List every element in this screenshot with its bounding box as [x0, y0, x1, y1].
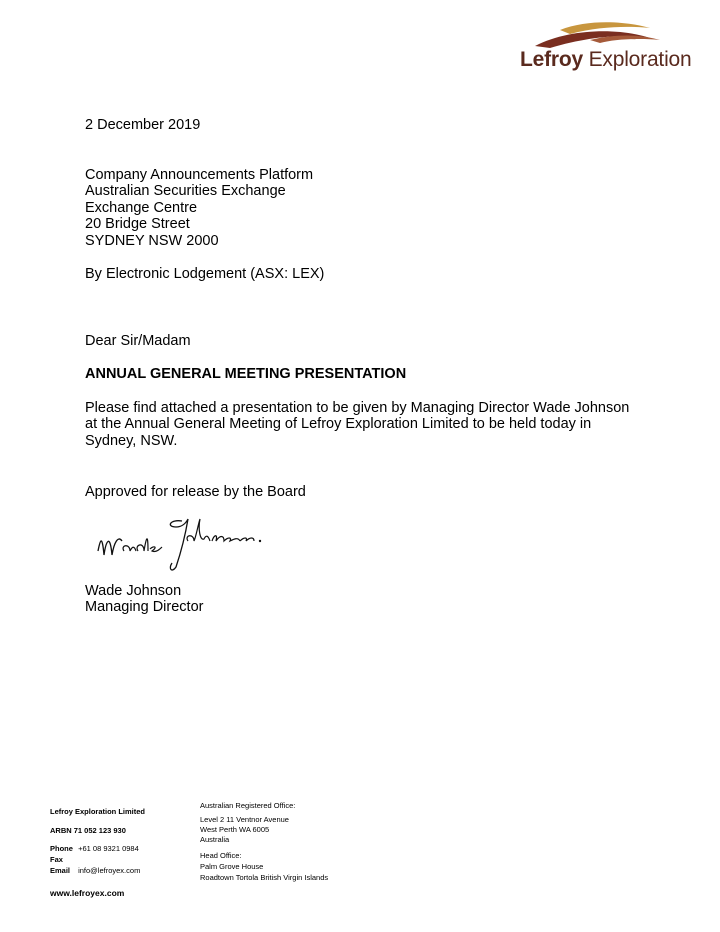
footer-phone [50, 843, 139, 854]
footer-email-label: Email [50, 866, 71, 875]
registered-office-label: Australian Registered Office: [200, 801, 296, 810]
head-office-line: Palm Grove House [200, 862, 264, 871]
head-office-line: Roadtown Tortola British Virgin Islands [200, 873, 329, 882]
footer-website: www.lefroyex.com [50, 888, 125, 898]
lodgement-note: By Electronic Lodgement (ASX: LEX) [85, 266, 325, 282]
salutation: Dear Sir/Madam [85, 332, 191, 349]
logo-wordmark [520, 48, 692, 72]
recipient-address [85, 167, 645, 250]
signatory-name: Wade Johnson [85, 582, 182, 599]
registered-office-line: West Perth WA 6005 [200, 825, 270, 834]
letter-subject: ANNUAL GENERAL MEETING PRESENTATION [85, 366, 407, 382]
footer-phone-value: +61 08 9321 0984 [78, 844, 139, 853]
handwritten-signature [90, 511, 270, 575]
footer-fax [50, 854, 76, 865]
letter-body [85, 117, 645, 616]
logo-swoosh-icon [530, 20, 680, 50]
head-office-label: Head Office: [200, 851, 242, 860]
approval-statement: Approved for release by the Board [85, 484, 306, 500]
footer-arbn [50, 825, 126, 836]
company-logo [520, 20, 695, 76]
footer-email [50, 865, 140, 876]
logo-rest-text: Exploration [588, 48, 692, 71]
footer-arbn-text: ARBN 71 052 123 930 [50, 826, 126, 835]
logo-brand-text: Lefroy [520, 48, 583, 71]
address-line: Company Announcements Platform [85, 166, 314, 183]
registered-office-line: Level 2 11 Ventnor Avenue [200, 815, 289, 824]
address-line: 20 Bridge Street [85, 216, 190, 232]
footer-company-name: Lefroy Exploration Limited [50, 807, 146, 816]
footer-email-value: info@lefroyex.com [78, 866, 141, 875]
letter-body-paragraph: Please find attached a presentation to be given by Managing Director Wade Johnson at the Annual General Meeting of Lefroy Exploration Limited to be held today in Sydney, NSW. [85, 399, 630, 449]
address-line: SYDNEY NSW 2000 [85, 232, 219, 249]
registered-office-line: Australia [200, 835, 230, 844]
footer-phone-label: Phone [50, 844, 73, 853]
letter-date: 2 December 2019 [85, 117, 201, 133]
address-line: Australian Securities Exchange [85, 183, 286, 199]
address-line: Exchange Centre [85, 199, 198, 216]
signatory-title: Managing Director [85, 599, 204, 615]
footer-fax-label: Fax [50, 855, 63, 864]
